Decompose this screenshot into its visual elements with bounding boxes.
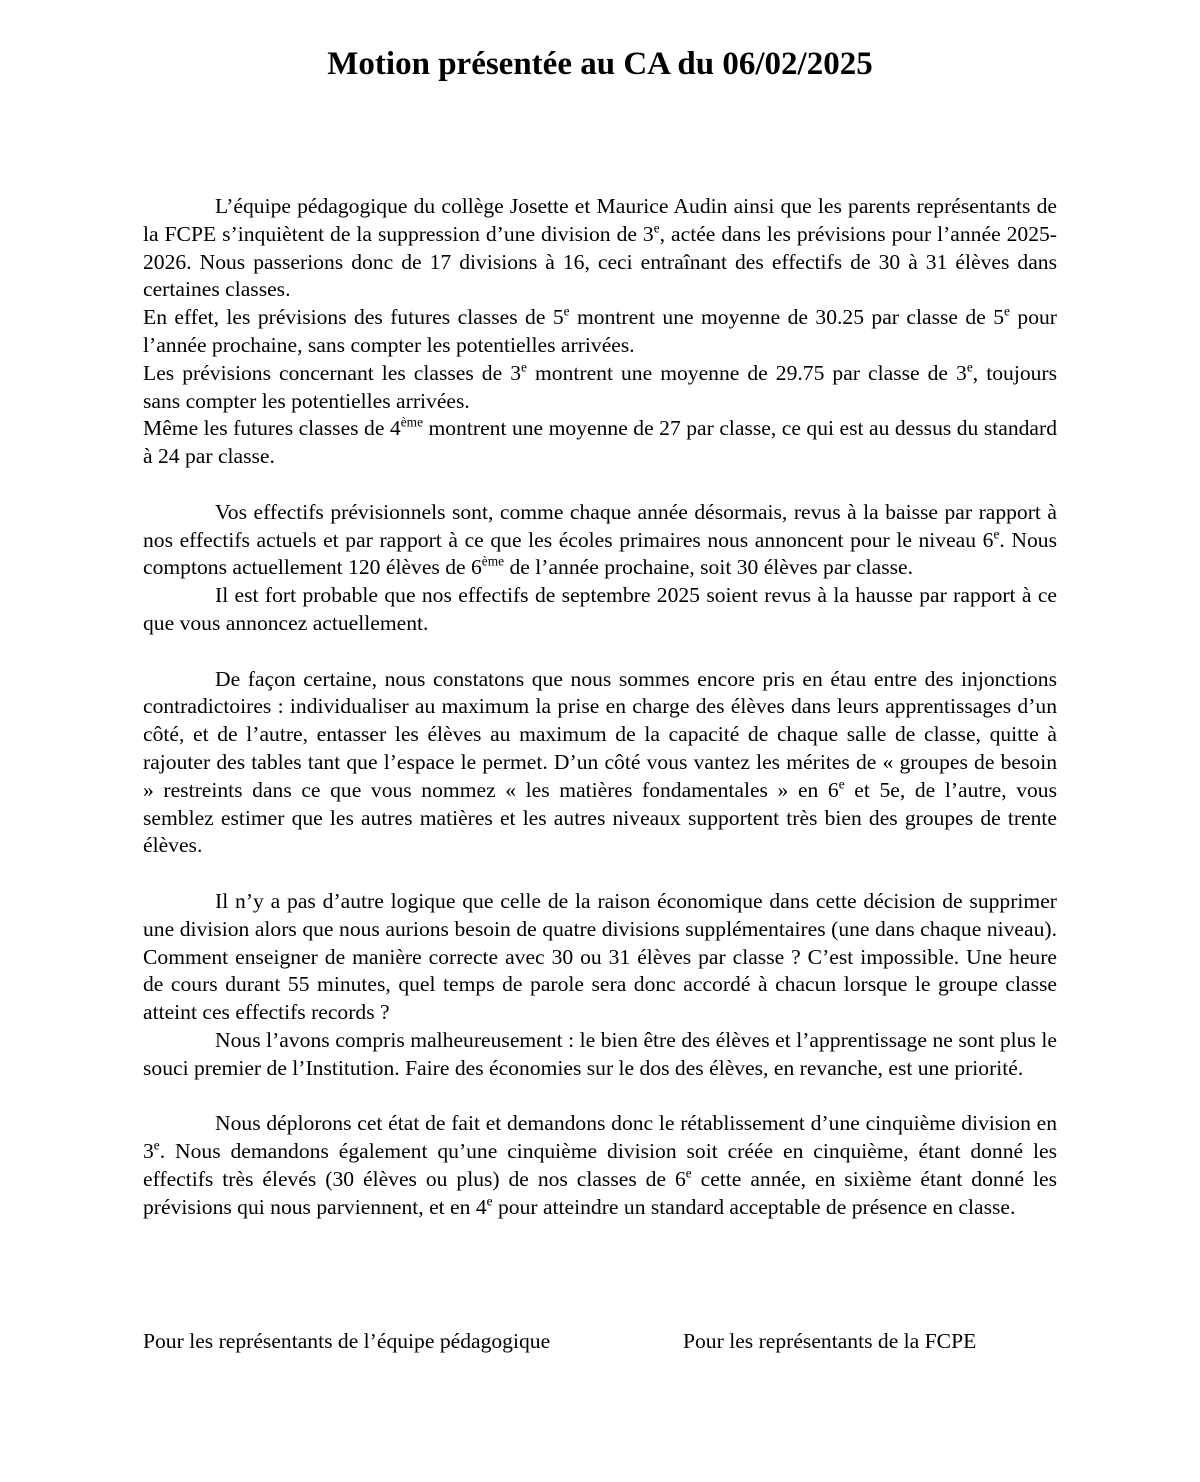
paragraph-5: Vos effectifs prévisionnels sont, comme chaque année désormais, revus à la baisse par rapport à nos effectifs actuels et par rapport à ce que les écoles primaires nous annoncent pour le niveau 6e. Nous comptons actuellement 120 élèves de 6ème de l’année prochaine, soit 30 élèves par classe.	[143, 499, 1057, 580]
paragraph-10: Nous déplorons cet état de fait et demandons donc le rétablissement d’une cinquième division en 3e. Nous demandons également qu’une cinquième division soit créée en cinquième, étant donné les effectifs très élevés (30 élèves ou plus) de nos classes de 6e cette année, en sixième étant donné les prévisions qui nous parviennent, et en 4e pour atteindre un standard acceptable de présence en classe.	[143, 1111, 1057, 1219]
superscript: e	[153, 1137, 160, 1153]
superscript: e	[486, 1193, 493, 1209]
paragraph-2: En effet, les prévisions des futures classes de 5e montrent une moyenne de 30.25 par classe de 5e pour l’année prochaine, sans compter les potentielles arrivées.	[143, 303, 1057, 357]
superscript: e	[521, 359, 527, 375]
paragraph-gap	[143, 471, 1057, 499]
paragraph-gap	[143, 860, 1057, 888]
paragraph-7: De façon certaine, nous constatons que nous sommes encore pris en étau entre des injonctions contradictoires : individualiser au maximum la prise en charge des élèves dans leurs apprentissages d’un côté, et de l’autre, entasser les élèves au maximum de la capacité de chaque salle de classe, quitte à rajouter des tables tant que l’espace le permet. D’un côté vous vantez les mérites de « groupes de besoin » restreints dans ce que vous nommez « les matières fondamentales » en 6e et 5e, de l’autre, vous semblez estimer que les autres matières et les autres niveaux supportent très bien des groupes de trente élèves.	[143, 666, 1057, 858]
motion-body	[143, 193, 1057, 1221]
paragraph-gap	[143, 1083, 1057, 1111]
paragraph-1: L’équipe pédagogique du collège Josette et Maurice Audin ainsi que les parents représentants de la FCPE s’inquiètent de la suppression d’une division de 3e, actée dans les prévisions pour l’année 2025-2026. Nous passerions donc de 17 divisions à 16, ceci entraînant des effectifs de 30 à 31 élèves dans certaines classes.	[143, 194, 1057, 302]
superscript: e	[563, 303, 570, 319]
superscript: e	[653, 220, 660, 236]
paragraph-8: Il n’y a pas d’autre logique que celle de la raison économique dans cette décision de supprimer une division alors que nous aurions besoin de quatre divisions supplémentaires (une dans chaque niveau). Comment enseigner de manière correcte avec 30 ou 31 élèves par classe ? C’est impossible. Une heure de cours durant 55 minutes, quel temps de parole sera donc accordé à chacun lorsque le groupe classe atteint ces effectifs records ?	[143, 888, 1057, 1025]
paragraph-4: Même les futures classes de 4ème montrent une moyenne de 27 par classe, ce qui est au dessus du standard à 24 par classe.	[143, 415, 1058, 469]
superscript: e	[685, 1165, 692, 1181]
document-title: Motion présentée au CA du 06/02/2025	[327, 46, 873, 82]
paragraph-3: Les prévisions concernant les classes de 3e montrent une moyenne de 29.75 par classe de 3e, toujours sans compter les potentielles arrivées.	[143, 359, 1058, 413]
superscript: e	[1004, 303, 1010, 319]
signature-teachers: Pour les représentants de l’équipe pédagogique	[143, 1329, 551, 1353]
superscript: ème	[481, 554, 505, 570]
paragraph-6: Il est fort probable que nos effectifs de septembre 2025 soient revus à la hausse par rapport à ce que vous annoncez actuellement.	[143, 583, 1057, 635]
paragraph-9: Nous l’avons compris malheureusement : le bien être des élèves et l’apprentissage ne sont plus le souci premier de l’Institution. Faire des économies sur le dos des élèves, en revanche, est une priorité.	[143, 1027, 1057, 1080]
signature-fcpe: Pour les représentants de la FCPE	[683, 1329, 977, 1353]
superscript: ème	[400, 415, 424, 431]
paragraph-gap	[143, 638, 1057, 666]
signature-block	[0, 1315, 1200, 1355]
superscript: e	[966, 359, 973, 375]
superscript: e	[993, 526, 1000, 542]
superscript: e	[838, 776, 845, 792]
